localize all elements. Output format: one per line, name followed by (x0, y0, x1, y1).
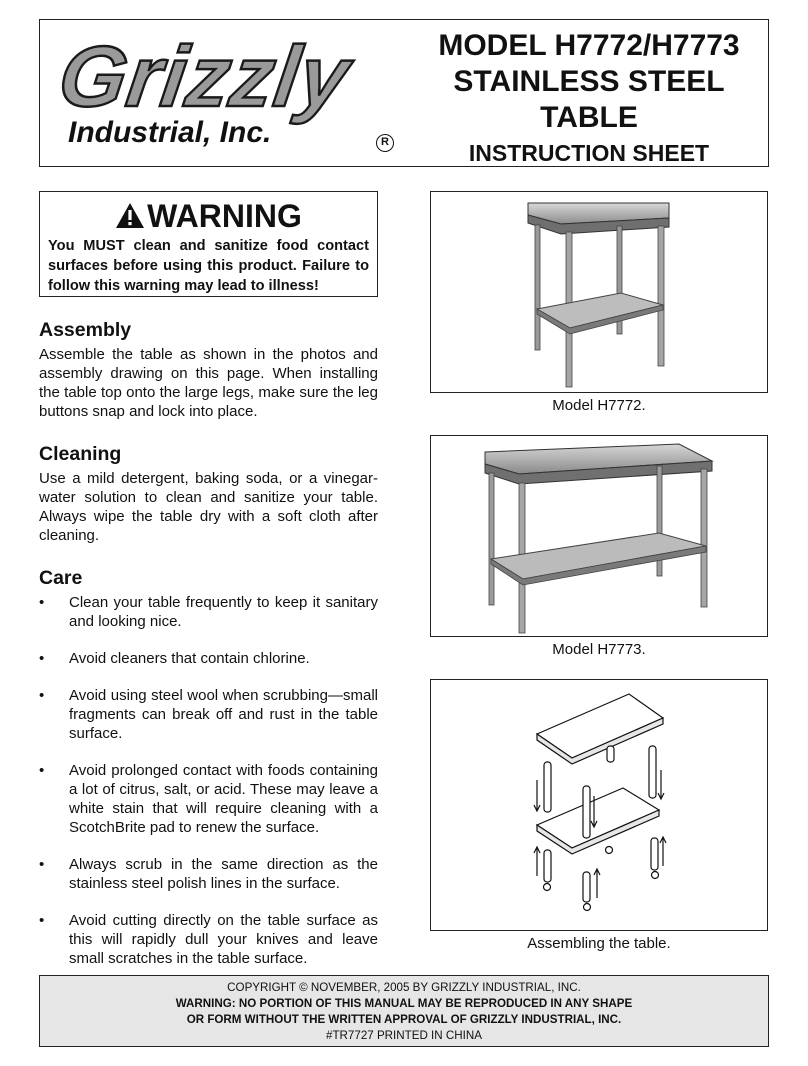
footer-print-info: #TR7727 PRINTED IN CHINA (326, 1029, 482, 1042)
table-h7772-illustration (431, 192, 766, 391)
care-list (39, 593, 378, 968)
care-section (39, 566, 378, 986)
caption-h7773: Model H7773. (552, 641, 646, 658)
registered-mark-icon: R (376, 134, 394, 152)
list-item: • Avoid prolonged contact with foods containing a lot of citrus, salt, or acid. These may leave a white stain that will require cleaning with a ScotchBrite pad to renew the surface. (39, 761, 378, 837)
list-item: • Always scrub in the same direction as the stainless steel polish lines in the surface. (39, 855, 378, 893)
assembly-heading: Assembly (39, 319, 132, 341)
cleaning-text: Use a mild detergent, baking soda, or a vinegar-water solution to clean and sanitize your table. Always wipe the table dry with a soft cloth after cleaning. (39, 470, 378, 544)
photo-h7772 (430, 191, 768, 393)
warning-text: You MUST clean and sanitize food contact surfaces before using this product. Failure to follow this warning may lead to illness! (48, 238, 369, 294)
grizzly-logo (53, 29, 400, 158)
list-item: • Clean your table frequently to keep it sanitary and looking nice. (39, 593, 378, 631)
title-line-model: MODEL H7772/H7773 (438, 29, 740, 62)
assembly-section (39, 318, 378, 421)
copyright-footer (39, 975, 769, 1047)
assembly-drawing (430, 679, 768, 931)
cleaning-heading: Cleaning (39, 443, 122, 465)
table-h7773-illustration (431, 436, 766, 635)
title-line-material: STAINLESS STEEL (453, 65, 725, 98)
header-box (39, 19, 769, 167)
logo-subtitle: Industrial, Inc. (68, 116, 272, 149)
list-item: • Avoid cutting directly on the table surface as this will rapidly dull your knives and leave small scratches in the table surface. (39, 911, 378, 968)
assembly-text: Assemble the table as shown in the photos and assembly drawing on this page. When installing the table top onto the large legs, make sure the leg buttons snap and lock into place. (39, 346, 378, 420)
footer-warning-line-2: OR FORM WITHOUT THE WRITTEN APPROVAL OF GRIZZLY INDUSTRIAL, INC. (186, 1013, 622, 1026)
document-subtitle: INSTRUCTION SHEET (468, 140, 710, 166)
list-item: • Avoid cleaners that contain chlorine. (39, 649, 378, 668)
warning-heading (48, 196, 369, 236)
warning-box (39, 191, 378, 297)
assembly-diagram-illustration (431, 680, 766, 929)
care-heading: Care (39, 567, 83, 589)
title-line-product: TABLE (540, 101, 638, 134)
caption-assembly: Assembling the table. (527, 935, 671, 952)
caption-h7772: Model H7772. (552, 397, 646, 414)
cleaning-section (39, 442, 378, 545)
photo-h7773 (430, 435, 768, 637)
title-block (424, 28, 754, 168)
footer-warning-line-1: WARNING: NO PORTION OF THIS MANUAL MAY BE REPRODUCED IN ANY SHAPE (175, 997, 633, 1010)
warning-heading-text: WARNING (147, 198, 302, 234)
list-item: • Avoid using steel wool when scrubbing—small fragments can break off and rust in the table surface. (39, 686, 378, 743)
warning-triangle-icon (115, 202, 145, 229)
footer-copyright: COPYRIGHT © NOVEMBER, 2005 BY GRIZZLY INDUSTRIAL, INC. (227, 981, 581, 994)
logo-wordmark: Grizzly (53, 29, 356, 125)
